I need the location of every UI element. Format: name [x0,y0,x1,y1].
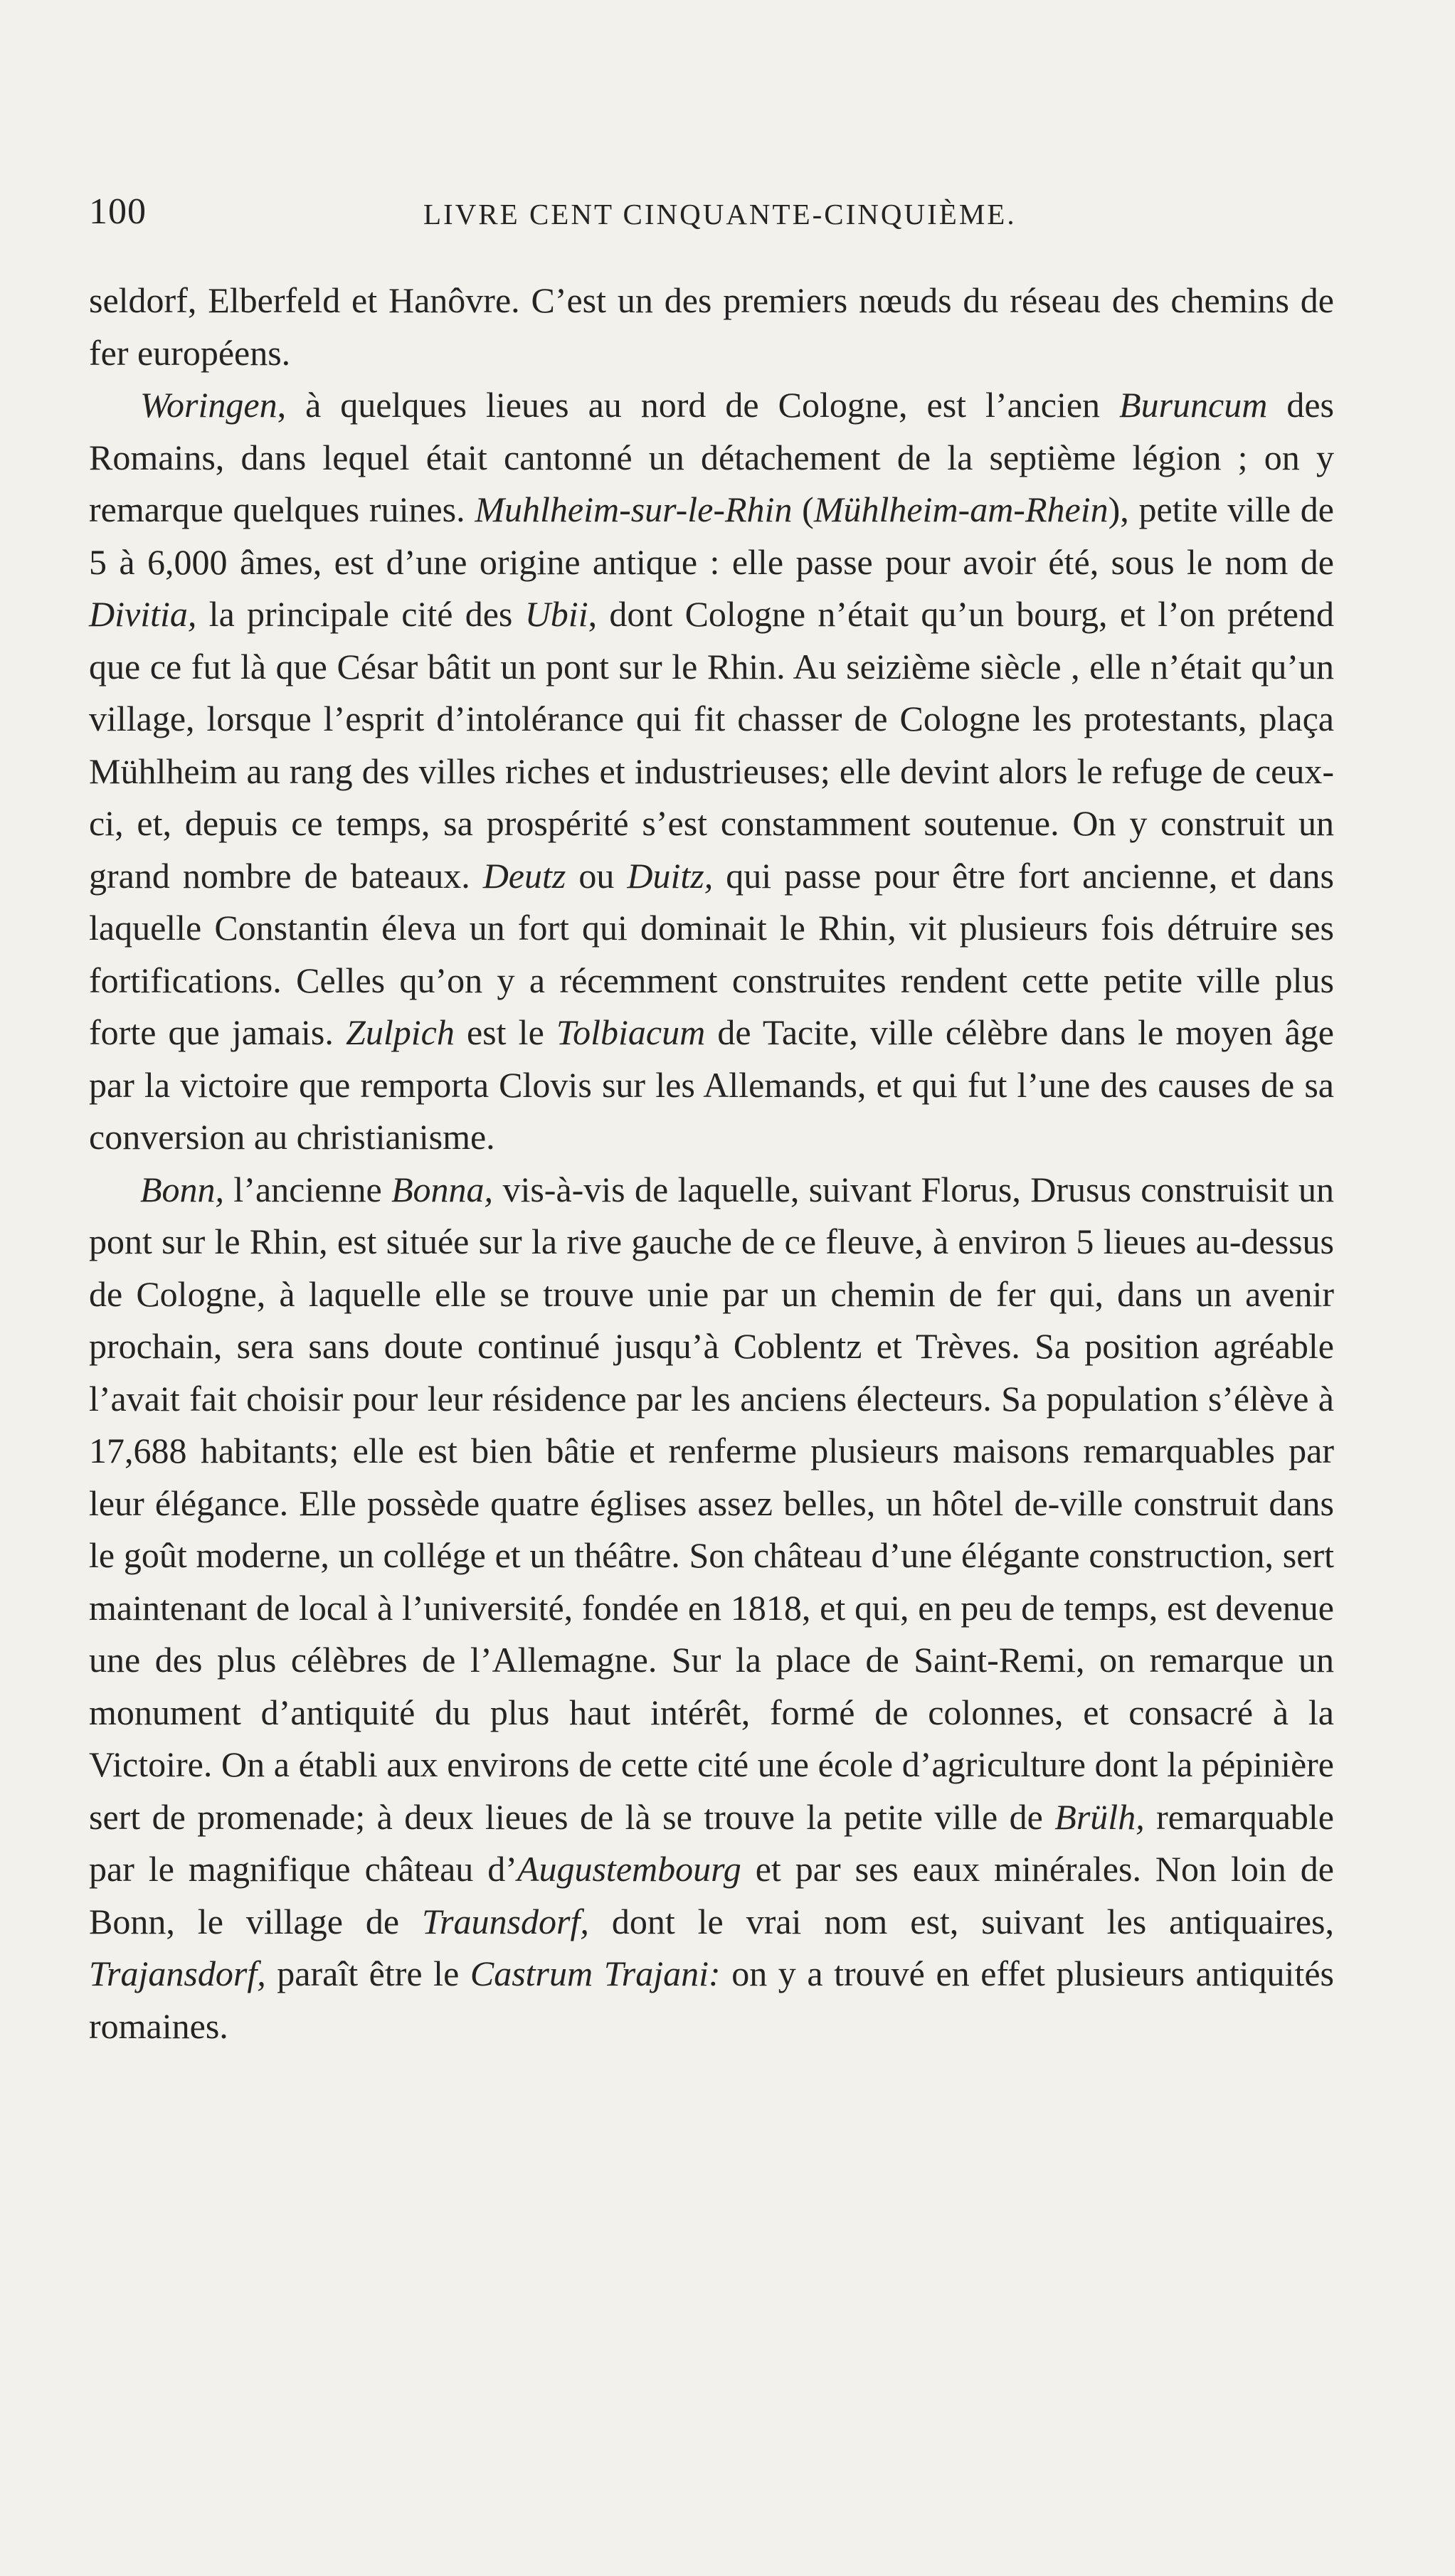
text-run: dont le vrai nom est, suivant les antiquaires, [588,1901,1335,1941]
italic-text: Castrum Trajani: [470,1954,721,1993]
text-run: seldorf, Elberfeld et Hanôvre. C’est un des premiers nœuds du réseau des chemins de fer européens. [89,280,1334,373]
italic-text: Buruncum [1119,385,1268,425]
italic-text: Bonna, [391,1169,494,1209]
paragraph [89,1164,1334,2053]
text-run: , à quelques lieues au nord de Cologne, est l’ancien [277,385,1120,425]
text-run: paraît être le [265,1954,470,1993]
italic-text: Zulpich [346,1012,455,1052]
text-run: est le [454,1012,556,1052]
text-run: des Romains, dans lequel était cantonné un détachement de la septième légion ; on y remarque quelques ruines. [89,385,1334,529]
running-title: LIVRE CENT CINQUANTE-CINQUIÈME. [423,198,1017,230]
page-number: 100 [89,191,147,232]
italic-text: Mühlheim-am-Rhein [813,489,1109,529]
italic-text: Tolbiacum [556,1012,706,1052]
italic-text: Divitia, [89,594,197,634]
italic-text: Trajansdorf, [89,1954,266,1993]
italic-text: Woringen [140,385,277,425]
text-run: l’ancienne [224,1169,392,1209]
italic-text: Brülh, [1054,1796,1145,1837]
text-run: et par ses eaux minérales. Non loin de Bonn, le village de [89,1849,1334,1941]
text-run: de Tacite, ville célèbre dans le moyen âge par la victoire que remporta Clovis sur les Allemands, et qui fut l’une des causes de sa conversion au christianisme. [89,1012,1334,1157]
text-run: ), petite ville de 5 à 6,000 âmes, est d’une origine antique : elle passe pour avoir été, sous le nom de [89,489,1334,582]
paragraph [89,275,1334,379]
text-run: , dont Cologne n’était qu’un bourg, et l’on prétend que ce fut là que César bâtit un pont sur le Rhin. Au seizième siècle , elle n’était qu’un village, lorsque l’esprit d’intolérance qui fit chasser de Cologne les protestants, plaça Mühlheim au rang des villes riches et industrieuses; elle devint alors le refuge de ceux-ci, et, depuis ce temps, sa prospérité s’est constamment soutenue. On y construit un grand nombre de bateaux. [89,594,1334,896]
italic-text: Traunsdorf, [422,1901,589,1941]
text-run: ( [792,489,814,529]
text-run: ou [566,855,628,896]
italic-text: Augustembourg [517,1849,741,1889]
text-run: vis-à-vis de laquelle, suivant Florus, Drusus construisit un pont sur le Rhin, est située sur la rive gauche de ce fleuve, à environ 5 lieues au-dessus de Cologne, à laquelle elle se trouve unie par un chemin de fer qui, dans un avenir prochain, sera sans doute continué jusqu’à Coblentz et Trèves. Sa position agréable l’avait fait choisir pour leur résidence par les anciens électeurs. Sa population s’élève à 17,688 habitants; elle est bien bâtie et renferme plusieurs maisons remarquables par leur élégance. Elle possède quatre églises assez belles, un hôtel de-ville construit dans le goût moderne, un collége et un théâtre. Son château d’une élégante construction, sert maintenant de local à l’université, fondée en 1818, et qui, en peu de temps, est devenue une des plus célèbres de l’Allemagne. Sur la place de Saint-Remi, on remarque un monument d’antiquité du plus haut intérêt, formé de colonnes, et consacré à la Victoire. On a établi aux environs de cette cité une école d’agriculture dont la pépinière sert de promenade; à deux lieues de là se trouve la petite ville de [89,1169,1334,1837]
text-run: on y a trouvé en effet plusieurs antiquités romaines. [89,1954,1334,2046]
italic-text: Bonn, [140,1169,225,1209]
italic-text: Duitz, [627,855,714,896]
italic-text: Muhlheim-sur-le-Rhin [475,489,793,529]
text-run: la principale cité des [196,594,525,634]
body-text [89,275,1334,2052]
text-run: qui passe pour être fort ancienne, et dans laquelle Constantin éleva un fort qui dominait le Rhin, vit plusieurs fois détruire ses fortifications. Celles qu’on y a récemment construites rendent cette petite ville plus forte que jamais. [89,855,1334,1052]
italic-text: Deutz [482,855,566,896]
italic-text: Ubii [524,594,588,634]
page-header [89,191,1448,240]
paragraph [89,379,1334,1164]
text-run: remarquable par le magnifique château d’ [89,1796,1334,1889]
